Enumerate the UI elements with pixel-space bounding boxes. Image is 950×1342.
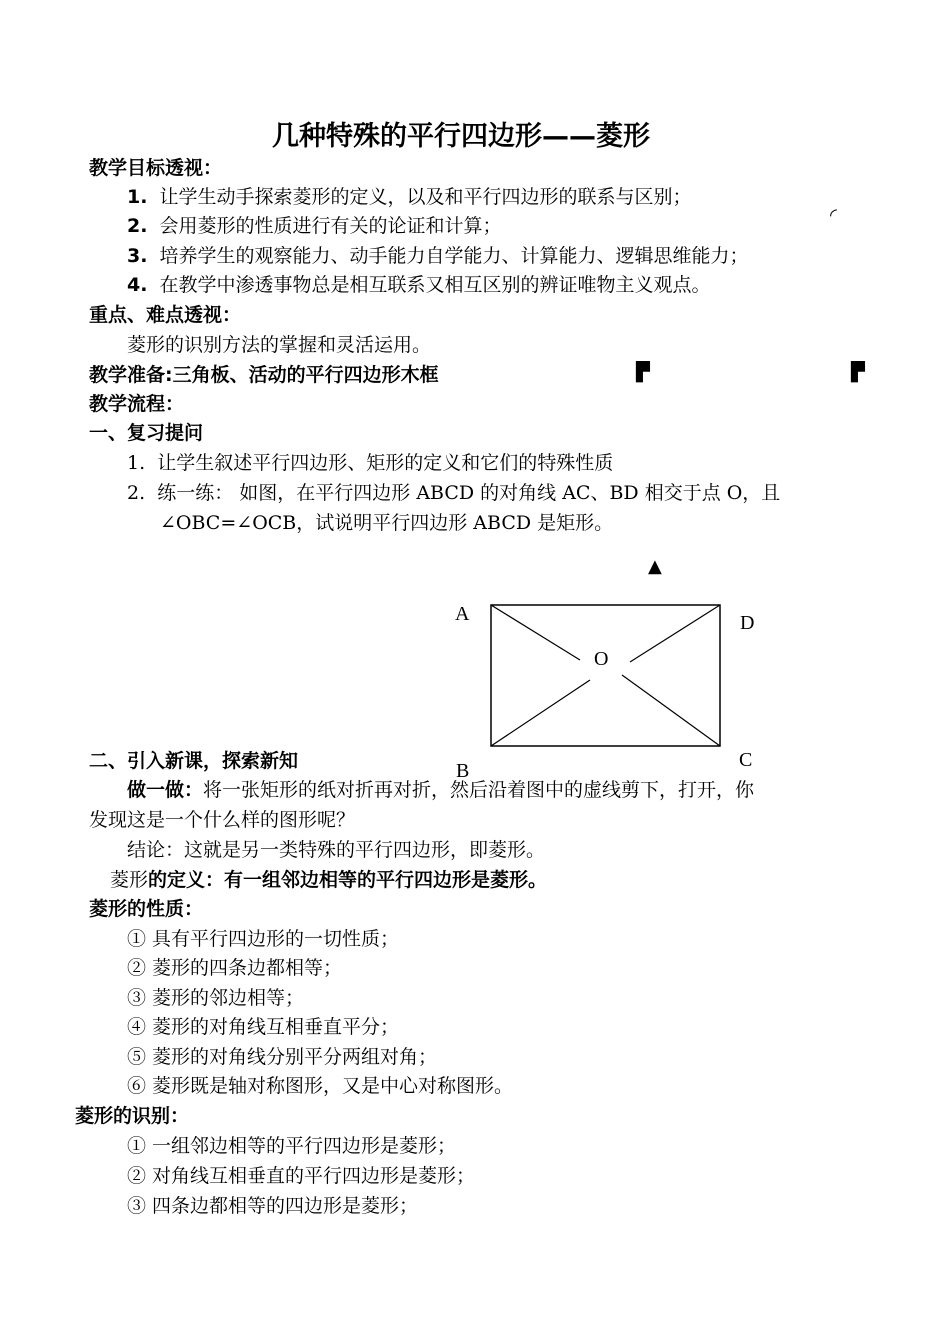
identification-item: ① 一组邻边相等的平行四边形是菱形；	[127, 1135, 457, 1157]
vertex-label-a: A	[455, 603, 470, 625]
diagonal-bd-upper	[630, 605, 720, 662]
page-title: 几种特殊的平行四边形——菱形	[272, 121, 650, 152]
diagonal-bd-lower	[491, 680, 590, 746]
try-paragraph: 做一做：将一张矩形的纸对折再对折，然后沿着图中的虚线剪下，打开，你	[127, 779, 755, 801]
try-paragraph-continued: 发现这是一个什么样的图形呢？	[89, 809, 356, 831]
definition: 菱形的定义：有一组邻边相等的平行四边形是菱形。	[110, 869, 548, 891]
vertex-label-d: D	[740, 612, 755, 634]
key-points-text: 菱形的识别方法的掌握和灵活运用。	[127, 334, 432, 356]
review-heading: 一、复习提问	[89, 422, 204, 444]
review-item: 1. 让学生叙述平行四边形、矩形的定义和它们的特殊性质	[127, 452, 614, 474]
preparation: 教学准备:三角板、活动的平行四边形木框	[89, 364, 439, 386]
key-points-heading: 重点、难点透视：	[89, 304, 242, 326]
flow-heading: 教学流程：	[89, 393, 185, 415]
objective-item: 1. 让学生动手探索菱形的定义，以及和平行四边形的联系与区别；	[127, 186, 692, 208]
property-item: ① 具有平行四边形的一切性质；	[127, 928, 400, 950]
vertex-label-c: C	[739, 749, 753, 771]
property-item: ⑤ 菱形的对角线分别平分两组对角；	[127, 1046, 438, 1068]
property-item: ⑥ 菱形既是轴对称图形，又是中心对称图形。	[127, 1075, 514, 1097]
stray-mark: ▲	[648, 556, 662, 577]
objective-item: 3. 培养学生的观察能力、动手能力自学能力、计算能力、逻辑思维能力；	[127, 245, 749, 267]
properties-heading: 菱形的性质：	[89, 898, 204, 920]
diagonal-ac-upper	[491, 605, 580, 660]
identification-item: ③ 四条边都相等的四边形是菱形；	[127, 1195, 419, 1217]
rectangle-diagram	[480, 595, 740, 765]
property-item: ② 菱形的四条边都相等；	[127, 957, 343, 979]
objectives-heading: 教学目标透视：	[89, 157, 223, 179]
center-label-o: O	[594, 648, 609, 670]
property-item: ④ 菱形的对角线互相垂直平分；	[127, 1016, 400, 1038]
stray-mark: ◜	[830, 205, 837, 226]
new-lesson-heading: 二、引入新课，探索新知	[89, 750, 299, 772]
objective-item: 4. 在教学中渗透事物总是相互联系又相互区别的辨证唯物主义观点。	[127, 274, 711, 296]
objective-item: 2. 会用菱形的性质进行有关的论证和计算；	[127, 215, 502, 237]
stray-mark: ▛	[851, 362, 865, 383]
vertex-label-b: B	[456, 760, 470, 782]
identification-item: ② 对角线互相垂直的平行四边形是菱形；	[127, 1165, 476, 1187]
review-item-continued: ∠OBC=∠OCB，试说明平行四边形 ABCD 是矩形。	[160, 512, 614, 534]
diagonal-ac-lower	[622, 675, 720, 746]
conclusion: 结论：这就是另一类特殊的平行四边形，即菱形。	[127, 839, 546, 861]
review-item: 2. 练一练： 如图，在平行四边形 ABCD 的对角线 AC、BD 相交于点 O，且	[127, 482, 781, 504]
stray-mark: ▛	[636, 362, 650, 383]
identification-heading: 菱形的识别：	[75, 1105, 190, 1127]
property-item: ③ 菱形的邻边相等；	[127, 987, 305, 1009]
